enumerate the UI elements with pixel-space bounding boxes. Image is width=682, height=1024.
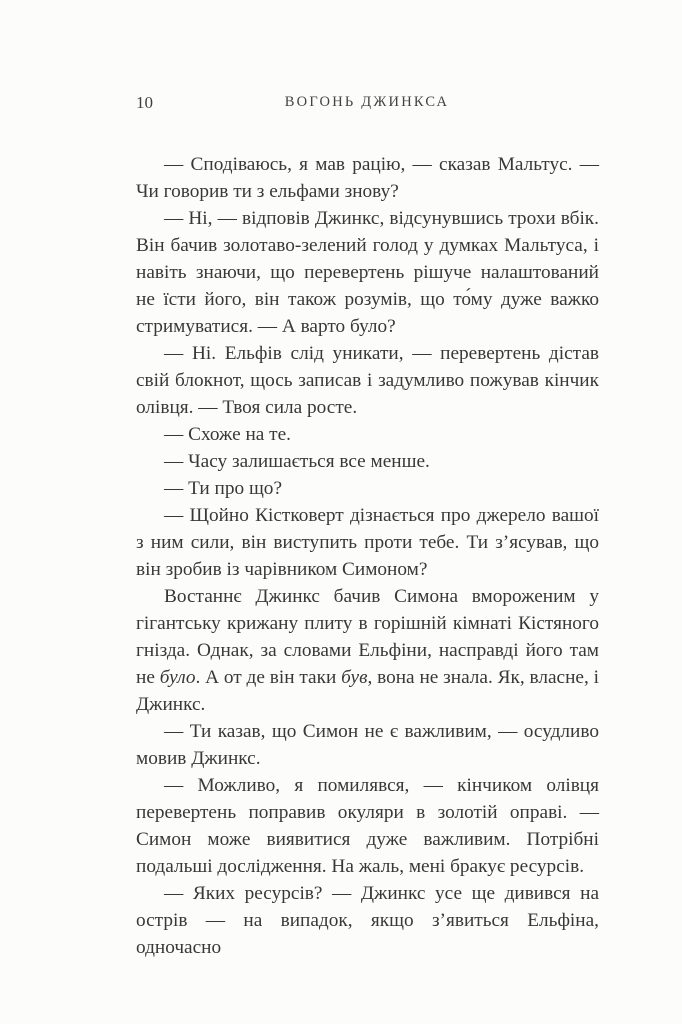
text-segment: — Ти казав, що Симон не є важливим, — осудливо мовив Джинкс. (136, 721, 599, 769)
paragraph (136, 502, 599, 583)
page-header (136, 93, 598, 111)
paragraph (136, 475, 599, 502)
text-segment: — Можливо, я помилявся, — кінчиком олівця перевертень поправив окуляри в золотій оправі. — Симон може виявитися дуже важливим. Потрібні подальші дослідження. На жаль, мені бракує ресурсів. (136, 775, 599, 877)
text-segment-italic: було (159, 667, 196, 688)
paragraph (136, 205, 599, 340)
text-segment: — Щойно Кістковерт дізнається про джерело вашої з ним сили, він виступить проти тебе. Ти з’ясував, що він зробив із чарівником Симоном? (136, 505, 599, 580)
text-segment: — Ні, — відповів Джинкс, відсунувшись трохи вбік. Він бачив золотаво-зелений голод у думках Мальтуса, і навіть знаючи, що перевертень рішуче налаштований не їсти його, він також розумів, що то́му дуже важко стримуватися. — А варто було? (136, 208, 599, 337)
text-segment: — Ти про що? (164, 478, 283, 499)
text-segment: — Схоже на те. (164, 424, 291, 445)
page-number: 10 (136, 93, 153, 112)
paragraph (136, 448, 599, 475)
text-segment-italic: був (341, 667, 368, 688)
running-title: ВОГОНЬ ДЖИНКСА (284, 94, 450, 110)
paragraph (136, 340, 599, 421)
paragraph (136, 772, 599, 880)
text-segment: — Сподіваюсь, я мав рацію, — сказав Мальтус. — Чи говорив ти з ельфами знову? (136, 154, 599, 202)
paragraph (136, 880, 599, 961)
text-segment: . А от де він таки (195, 667, 342, 688)
paragraph (136, 583, 599, 718)
text-block (136, 151, 599, 961)
text-segment: — Часу залишається все менше. (164, 451, 430, 472)
paragraph (136, 151, 599, 205)
text-segment: — Яких ресурсів? — Джинкс усе ще дивився на острів — на випадок, якщо з’явиться Ельфіна, одночасно (136, 883, 599, 958)
paragraph (136, 718, 599, 772)
text-segment: Востаннє Джинкс бачив Симона вмороженим у гігантську крижану плиту в горішній кімнаті Кістяного гнізда. Однак, за словами Ельфіни, насправді його там не (136, 586, 599, 688)
paragraph (136, 421, 599, 448)
text-segment: , вона не знала. Як, власне, і Джинкс. (136, 667, 599, 715)
text-segment: — Ні. Ельфів слід уникати, — перевертень дістав свій блокнот, щось записав і задумливо пожував кінчик олівця. — Твоя сила росте. (136, 343, 599, 418)
